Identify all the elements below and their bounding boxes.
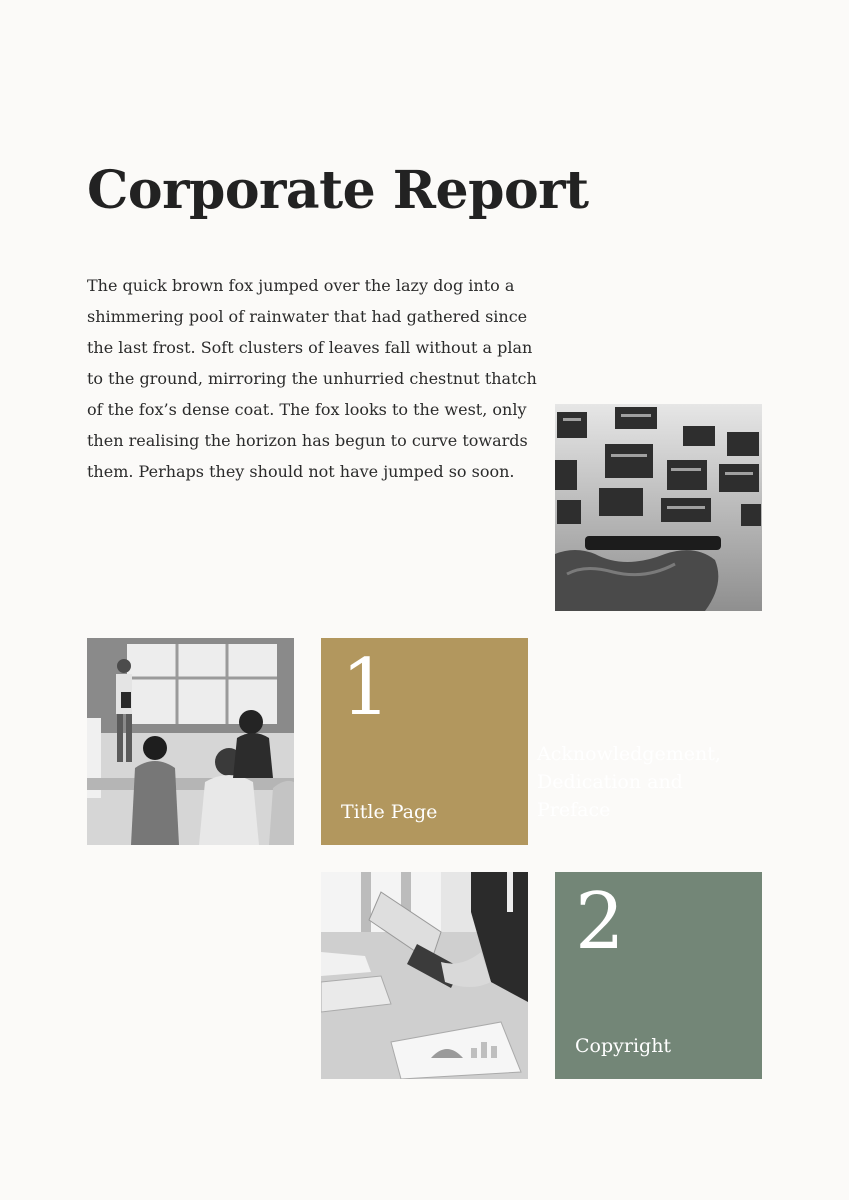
section-card-title-page[interactable]: [321, 638, 528, 845]
faint-section-caption: Acknowledgement, Dedication and Preface: [537, 743, 721, 821]
section-label: Copyright: [575, 1035, 672, 1057]
section-number: 1: [341, 643, 391, 733]
section-number: 2: [575, 877, 625, 967]
page-title: Corporate Report: [87, 160, 589, 221]
intro-paragraph: The quick brown fox jumped over the lazy dog into a shimmering pool of rainwater that had gathered since the last frost. Soft clusters of leaves fall without a plan to the ground, mirroring the unhurried chestnut thatch of the fox’s dense coat. The fox looks to the west, only then realising the horizon has begun to curve towards them. Perhaps they should not have jumped so soon.: [87, 276, 537, 481]
section-label: Title Page: [341, 801, 438, 823]
phone-hologram-photo: [555, 404, 762, 611]
meeting-presentation-photo: [87, 638, 294, 845]
section-card-copyright[interactable]: [555, 872, 762, 1079]
business-documents-photo: [321, 872, 528, 1079]
